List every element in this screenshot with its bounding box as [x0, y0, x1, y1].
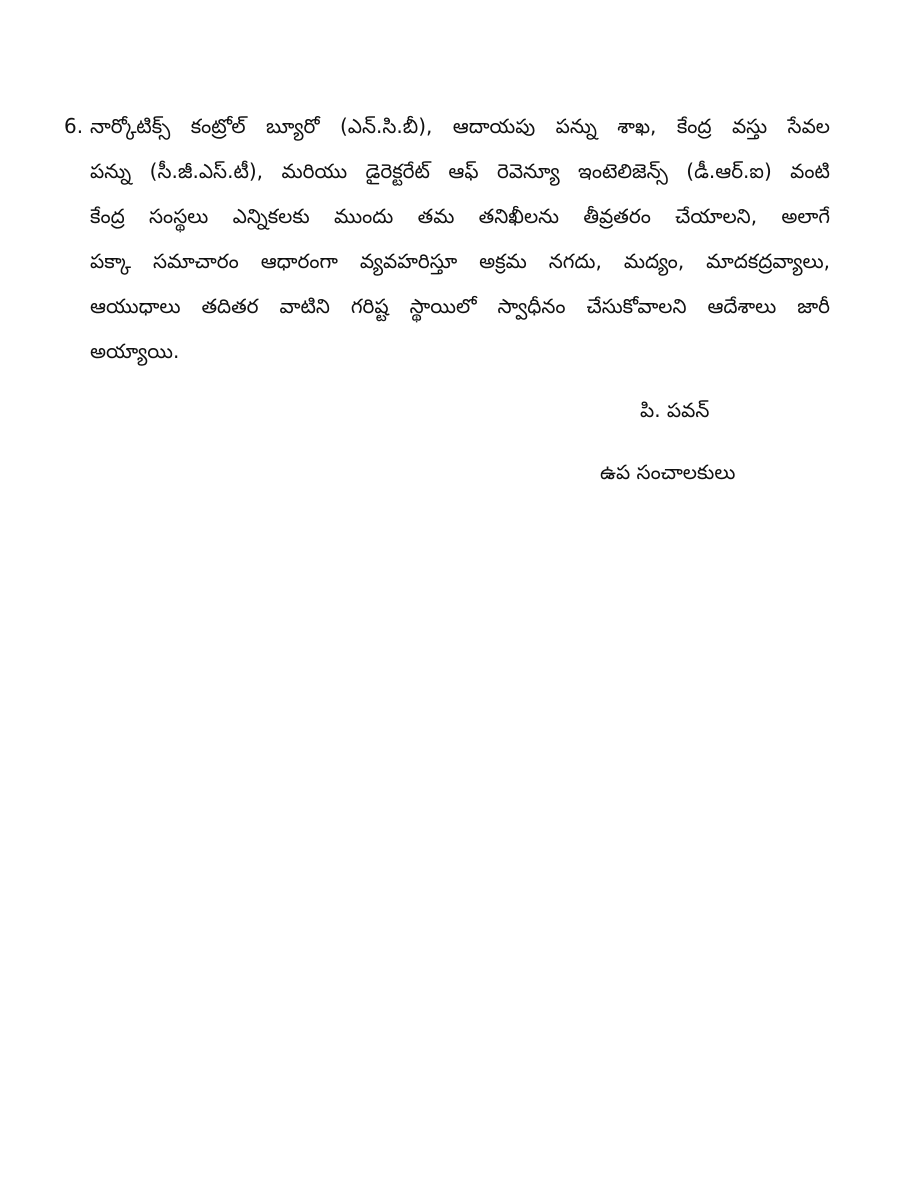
paragraph-text: [90, 104, 830, 374]
signatory-title: ఉప సంచాలకులు: [600, 460, 736, 484]
paragraph-line-6: అయ్యాయి.: [90, 339, 180, 363]
paragraph-line-4: పక్కా సమాచారం ఆధారంగా వ్యవహరిస్తూ అక్రమ నగదు, మద్యం, మాదకద్రవ్యాలు,: [90, 249, 830, 273]
paragraph-line-1: నార్కోటిక్స్ కంట్రోల్ బ్యూరో (ఎన్.సి.బీ), ఆదాయపు పన్ను శాఖ, కేంద్ర వస్తు సేవల: [90, 114, 830, 138]
signatory-name: పి. పవన్: [640, 398, 710, 422]
paragraph-line-5: ఆయుధాలు తదితర వాటిని గరిష్ట స్థాయిలో స్వాధీనం చేసుకోవాలని ఆదేశాలు జారీ: [90, 294, 830, 318]
paragraph-line-2: పన్ను (సీ.జీ.ఎస్.టీ), మరియు డైరెక్టరేట్ ఆఫ్ రెవెన్యూ ఇంటెలిజెన్స్ (డీ.ఆర్.ఐ) వంటి: [90, 159, 830, 183]
paragraph-line-3: కేంద్ర సంస్థలు ఎన్నికలకు ముందు తమ తనిఖీలను తీవ్రతరం చేయాలని, అలాగే: [90, 204, 830, 228]
item-number: 6.: [64, 114, 84, 138]
